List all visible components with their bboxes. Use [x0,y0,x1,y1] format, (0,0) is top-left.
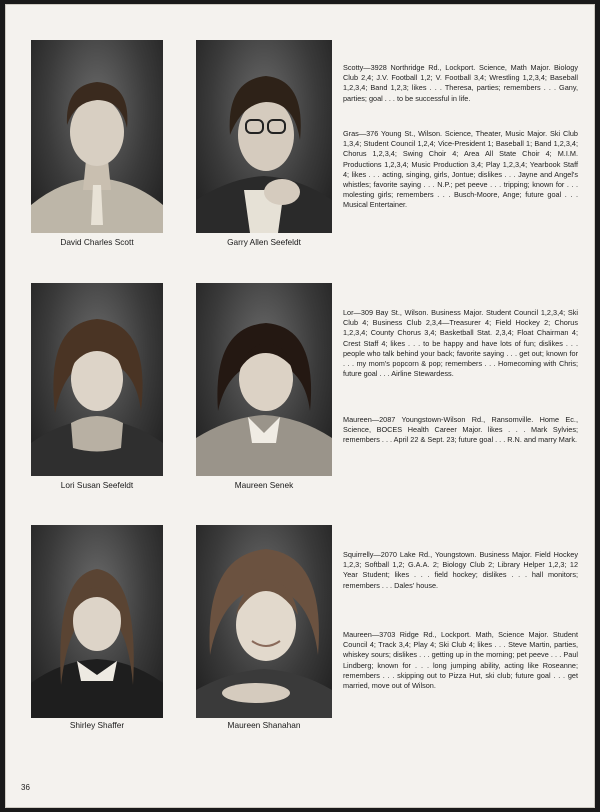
portrait-photo-maureen-shanahan [196,525,332,718]
student-name-caption: Maureen Shanahan [227,720,301,730]
portrait-photo-maureen-senek [196,283,332,476]
portrait-photo-garry-seefeldt [196,40,332,233]
portrait-photo-david-scott [31,40,163,233]
student-name-caption: Lori Susan Seefeldt [60,480,134,490]
yearbook-page [5,4,595,808]
portrait-photo-lori-seefeldt [31,283,163,476]
student-bio-text: Maureen—2087 Youngstown-Wilson Rd., Ransomville. Home Ec., Science, BOCES Health Career Major. likes . . . Mark Sylvies; remembers . . . April 22 & Sept. 23; future goal . . . R.N. and marry Mark. [343,415,578,445]
portrait-silhouette [31,40,163,233]
student-name-caption: Shirley Shaffer [69,720,125,730]
portrait-photo-shirley-shaffer [31,525,163,718]
page-number: 36 [21,783,30,792]
portrait-silhouette [31,283,163,476]
portrait-silhouette [196,40,332,233]
student-name-caption: Garry Allen Seefeldt [227,237,301,247]
student-name-caption: David Charles Scott [60,237,134,247]
student-bio-text: Lor—309 Bay St., Wilson. Business Major. Student Council 1,2,3,4; Ski Club 4; Business Club 2,3,4—Treasurer 4; Field Hockey 2; Chorus 1,2,3,4; County Chorus 3,4; Basketball Stat. 2,3,4; Float Chairman 4; Crest Staff 4; likes . . . to be happy and have lots of fun; dislikes . . . people who talk behind your back; favorite saying . . . get out; known for . . . my mom's popcorn & pop; remembers . . . Homecoming with Chris; future goal . . . Airline Stewardess. [343,308,578,379]
student-bio-text: Squirrelly—2070 Lake Rd., Youngstown. Business Major. Field Hockey 1,2,3; Softball 1,2; G.A.A. 2; Biology Club 2; Library Helper 1,2,3; 12 Year Student; likes . . . field hockey; dislikes . . . hall monitors; remembers . . . Dales' house. [343,550,578,590]
portrait-silhouette [196,283,332,476]
portrait-silhouette [196,525,332,718]
student-bio-text: Maureen—3703 Ridge Rd., Lockport. Math, Science Major. Student Council 4; Track 3,4; Play 4; Ski Club 4; likes . . . Steve Martin, parties, whiskey sours; dislikes . . . getting up in the morning; pet peeve . . . Paul Lindberg; known for . . . long jumping ability, acting like Roseanne; remembers . . . skipping out to Pizza Hut, ski club; future goal . . . get married, move out of Wilson. [343,630,578,691]
student-name-caption: Maureen Senek [234,480,294,490]
student-bio-text: Scotty—3928 Northridge Rd., Lockport. Science, Math Major. Biology Club 2,4; J.V. Football 1,2; V. Football 3,4; Wrestling 1,2,3,4; Baseball 1,2,3,4; Band 1,2,3; likes . . . Theresa, parties; remembers . . . Gany, parties; goal . . . to be successful in life. [343,63,578,103]
portrait-silhouette [31,525,163,718]
student-bio-text: Gras—376 Young St., Wilson. Science, Theater, Music Major. Ski Club 1,3,4; Student Council 1,2,4; Vice-President 1; Baseball 1; Band 1,2,3,4; Chorus 1,2,3,4; Swing Choir 4; Area All State Choir 4; M.I.M. Productions 1,2,3,4; Music Production 3,4; Play 1,2,3,4; Yearbook Staff 4; likes . . . acting, singing, girls, Jontue; dislikes . . . Jayne and Angel's whistles; favorite saying . . . N.P.; pet peeve . . . tripping; known for . . . molesting girls; remembers . . . Busch-Moore, Ange; future goal . . . Musical Entertainer. [343,129,578,210]
